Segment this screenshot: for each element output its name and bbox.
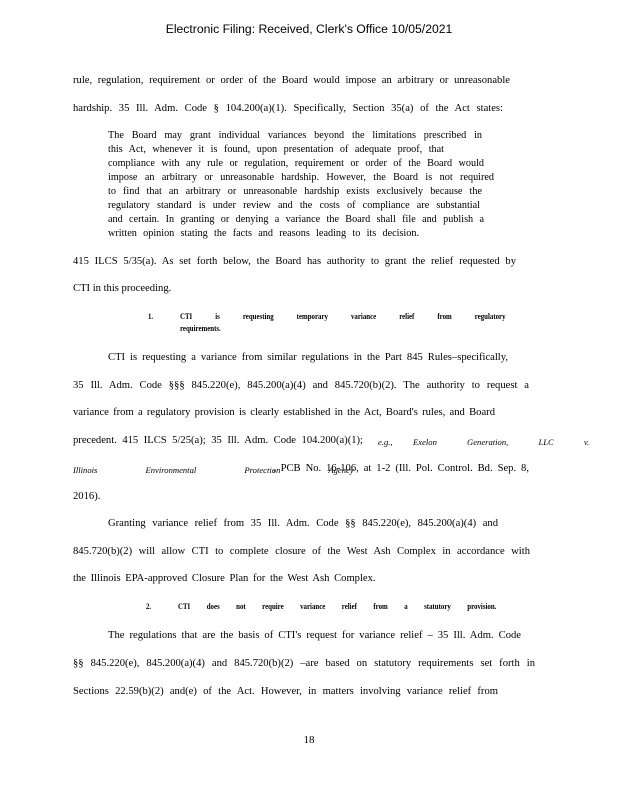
quote-line: The Board may grant individual variances beyond the limitations prescribed in xyxy=(108,130,482,141)
quote-line: written opinion stating the facts and reasons leading to its decision. xyxy=(108,228,419,239)
body-line: CTI in this proceeding. xyxy=(73,283,172,294)
quote-line: compliance with any rule or regulation, requirement or order of the Board would xyxy=(108,158,484,169)
body-line: the Illinois EPA-approved Closure Plan for the West Ash Complex. xyxy=(73,573,376,584)
heading-number: 2. xyxy=(146,602,152,611)
quote-line: to find that an arbitrary or unreasonable hardship exists exclusively because the xyxy=(108,186,482,197)
heading-text: CTI is requesting temporary variance relief from regulatory xyxy=(180,312,506,321)
electronic-filing-header: Electronic Filing: Received, Clerk's Office 10/05/2021 xyxy=(165,22,453,36)
quote-line: and certain. In granting or denying a variance the Board shall file and publish a xyxy=(108,214,484,225)
body-line: precedent. 415 ILCS 5/25(a); 35 Ill. Adm. Code 104.200(a)(1); xyxy=(73,435,363,446)
body-line: 35 Ill. Adm. Code §§§ 845.220(e), 845.200(a)(4) and 845.720(b)(2). The authority to request a xyxy=(73,380,529,391)
body-line: variance from a regulatory provision is clearly established in the Act, Board's rules, and Board xyxy=(73,407,495,418)
case-name-italic: Exelon Generation, LLC v. xyxy=(413,437,590,447)
body-line: rule, regulation, requirement or order of the Board would impose an arbitrary or unreasonable xyxy=(73,75,510,86)
quote-line: regulatory standard is under review and the costs of compliance are substantial xyxy=(108,200,480,211)
quote-line: this Act, whenever it is found, upon presentation of adequate proof, that xyxy=(108,144,444,155)
body-line: 845.720(b)(2) will allow CTI to complete closure of the West Ash Complex in accordance with xyxy=(73,546,530,557)
body-line: Granting variance relief from 35 Ill. Adm. Code §§ 845.220(e), 845.200(a)(4) and xyxy=(108,518,498,529)
heading-text: requirements. xyxy=(180,324,221,333)
body-line: , PCB No. 16-106, at 1-2 (Ill. Pol. Control. Bd. Sep. 8, xyxy=(273,463,529,474)
body-line: §§ 845.220(e), 845.200(a)(4) and 845.720(b)(2) –are based on statutory requirements set forth in xyxy=(73,658,535,669)
body-line: hardship. 35 Ill. Adm. Code § 104.200(a)(1). Specifically, Section 35(a) of the Act states: xyxy=(73,103,503,114)
body-line: 2016). xyxy=(73,491,101,502)
page-number: 18 xyxy=(303,734,315,746)
body-line: CTI is requesting a variance from similar regulations in the Part 845 Rules–specifically, xyxy=(108,352,508,363)
body-line: The regulations that are the basis of CTI's request for variance relief – 35 Ill. Adm. Code xyxy=(108,630,521,641)
body-line: Sections 22.59(b)(2) and(e) of the Act. However, in matters involving variance relief from xyxy=(73,686,498,697)
heading-number: 1. xyxy=(148,312,154,321)
quote-line: impose an arbitrary or unreasonable hardship. However, the Board is not required xyxy=(108,172,494,183)
body-line: 415 ILCS 5/35(a). As set forth below, the Board has authority to grant the relief requested by xyxy=(73,256,516,267)
heading-text: CTI does not require variance relief from a statutory provision. xyxy=(178,602,497,611)
case-name-italic: Illinois Environmental Protection Agency xyxy=(73,465,354,475)
eg-italic: e.g., xyxy=(378,437,393,447)
